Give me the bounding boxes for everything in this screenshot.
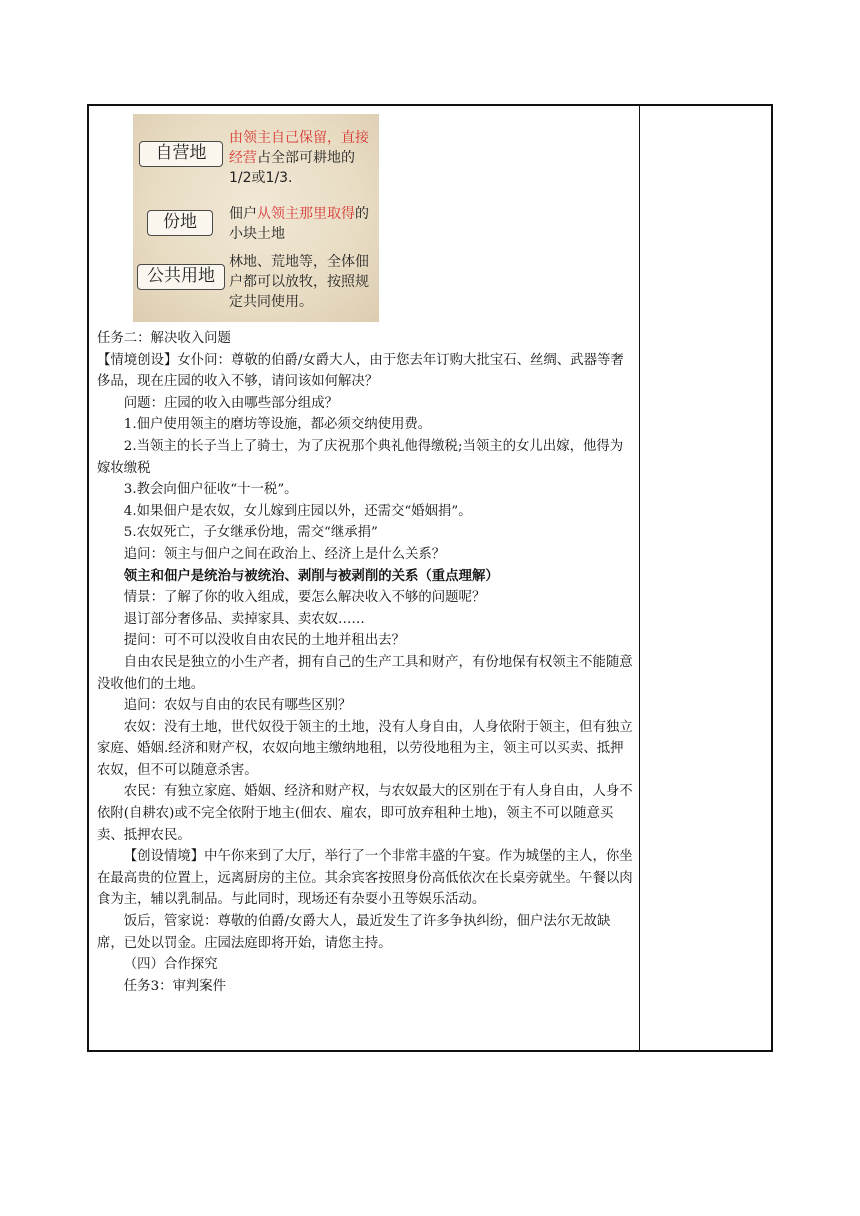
scenario-paragraph: 【情境创设】女仆问：尊敬的伯爵/女爵大人，由于您去年订购大批宝石、丝绸、武器等奢侈品，现在庄园的收入不够，请问该如何解决？ <box>97 352 624 390</box>
prompt-line: 提问：可不可以没收自由农民的土地并租出去？ <box>123 633 405 649</box>
income-item-1: 1.佃户使用领主的磨坊等设施，都必须交纳使用费。 <box>123 417 432 433</box>
task-three-heading: 任务3：审判案件 <box>123 978 227 994</box>
lesson-text <box>97 328 635 997</box>
income-item-3: 3.教会向佃户征收“十一税”。 <box>123 482 298 498</box>
figure-text-common: 林地、荒地等，全体佃户都可以放牧，按照规定共同使用。 <box>229 254 369 310</box>
task-two-heading: 任务二：解决收入问题 <box>97 331 231 346</box>
manor-land-figure <box>133 114 379 322</box>
section-four-heading: （四）合作探究 <box>123 957 218 973</box>
column-divider <box>639 106 640 1050</box>
figure-label-holding: 份地 <box>147 210 213 236</box>
free-peasant-paragraph: 自由农民是独立的小生产者，拥有自己的生产工具和财产，有份地保有权领主不能随意没收他们的土地。 <box>97 654 633 692</box>
lesson-table <box>87 104 773 1052</box>
lesson-content-cell <box>97 114 635 997</box>
figure-label-demesne: 自营地 <box>139 141 223 167</box>
key-point: 领主和佃户是统治与被统治、剥削与被剥削的关系（重点理解） <box>123 568 499 584</box>
income-item-4: 4.如果佃户是农奴，女儿嫁到庄园以外，还需交“婚姻捐”。 <box>123 503 472 519</box>
figure-text-holding: 佃户从领主那里取得的小块土地 <box>229 206 369 242</box>
figure-text-demesne: 由领主自己保留，直接经营占全部可耕地的1/2或1/3. <box>229 130 369 186</box>
income-item-5: 5.农奴死亡，子女继承份地，需交“继承捐” <box>123 525 378 541</box>
answer-line: 退订部分奢侈品、卖掉家具、卖农奴…… <box>123 611 365 627</box>
steward-paragraph: 饭后，管家说：尊敬的伯爵/女爵大人，最近发生了许多争执纠纷，佃户法尔无故缺席，已处以罚金。庄园法庭即将开始，请您主持。 <box>97 914 611 951</box>
feast-paragraph: 【创设情境】中午你来到了大厅，举行了一个非常丰盛的午宴。作为城堡的主人，你坐在最高贵的位置上，远离厨房的主位。其余宾客按照身份高低依次在长桌旁就坐。午餐以肉食为主，辅以乳制品。与此同时，现场还有杂耍小丑等娱乐活动。 <box>97 849 633 908</box>
serf-paragraph: 农奴：没有土地，世代奴役于领主的土地，没有人身自由，人身依附于领主，但有独立家庭、婚姻.经济和财产权，农奴向地主缴纳地租，以劳役地租为主，领主可以买卖、抵押农奴，但不可以随意杀害。 <box>97 719 633 778</box>
followup-question: 追问：领主与佃户之间在政治上、经济上是什么关系？ <box>123 546 446 562</box>
question-line: 问题：庄园的收入由哪些部分组成？ <box>123 395 339 411</box>
peasant-paragraph: 农民：有独立家庭、婚姻、经济和财产权，与农奴最大的区别在于有人身自由，人身不依附(自耕农)或不完全依附于地主(佃农、雇农，即可放弃租种土地)，领主不可以随意买卖、抵押农民。 <box>97 784 633 843</box>
figure-label-common: 公共用地 <box>137 264 225 290</box>
income-item-2: 2.当领主的长子当上了骑士，为了庆祝那个典礼他得缴税;当领主的女儿出嫁，他得为嫁妆缴税 <box>97 438 624 476</box>
followup-question-2: 追问：农奴与自由的农民有哪些区别？ <box>123 698 352 714</box>
situation-line: 情景：了解了你的收入组成，要怎么解决收入不够的问题呢？ <box>123 590 486 606</box>
